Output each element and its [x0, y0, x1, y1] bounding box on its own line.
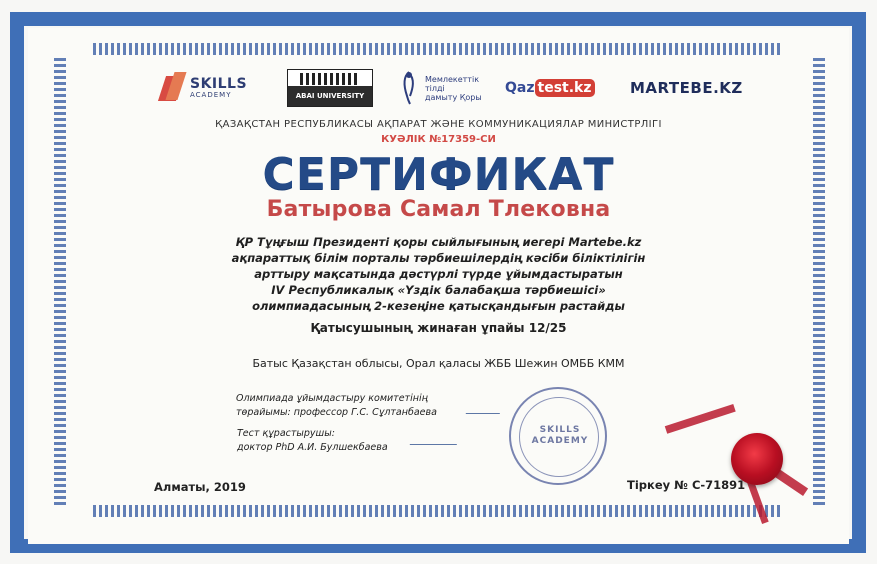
test-author-name: доктор PhD А.И. Булшекбаева: [237, 442, 388, 453]
description-line-4: IV Республикалық «Үздік балабақша тәрбиешісі»: [271, 283, 606, 297]
skills-logo-main: SKILLS: [190, 76, 248, 92]
qaztest-prefix: Qaz: [505, 80, 535, 96]
test-author-signature: [410, 432, 462, 445]
skills-academy-logo: [158, 67, 247, 109]
description-line-2: ақпараттық білім порталы тәрбиешілердің кәсіби біліктілігін: [231, 251, 646, 265]
memlekettik-line-3: дамыту Қоры: [425, 92, 482, 102]
memlekettik-line-2: тілді: [425, 83, 445, 93]
qaztest-suffix: test.kz: [535, 79, 595, 97]
stamp-line-1: SKILLS: [539, 425, 581, 435]
memlekettik-logo: [397, 67, 482, 109]
stamp-line-2: ACADEMY: [531, 436, 589, 446]
city-year: Алматы, 2019: [154, 480, 246, 494]
license-number: КУӘЛІК №17359-СИ: [381, 134, 496, 145]
committee-chair: төрайымы: профессор Г.С. Сұлтанбаева: [236, 407, 437, 418]
description-line-3: арттыру мақсатында дәстүрлі түрде ұйымдастыратын: [254, 267, 623, 281]
right-blue-border: [852, 12, 866, 553]
certificate-title: СЕРТИФИКАТ: [262, 149, 615, 200]
top-ornament: [93, 43, 783, 55]
skills-logo-text-group: [190, 77, 247, 99]
participant-score: Қатысушының жинаған ұпайы 12/25: [310, 321, 567, 335]
memlekettik-text: [425, 75, 482, 102]
test-author-signature-block: [237, 427, 388, 455]
top-blue-border: [10, 12, 866, 26]
committee-signature: [466, 401, 505, 414]
stamp-text: [529, 425, 591, 447]
certificate-description: [82, 234, 795, 314]
participant-location: Батыс Қазақстан облысы, Орал қаласы ЖББ Шежин ОМББ КММ: [252, 357, 625, 370]
martebe-logo: MARTEBE.KZ: [630, 79, 743, 97]
abai-logo-text: ABAI UNIVERSITY: [295, 92, 365, 100]
skills-logo-icon: [158, 71, 190, 106]
bottom-ornament: [93, 505, 783, 517]
skills-logo-sub: ACADEMY: [190, 91, 232, 99]
abai-university-logo: [287, 67, 373, 109]
committee-title: Олимпиада ұйымдастыру комитетінің: [236, 393, 428, 404]
memlekettik-line-1: Мемлекеттік: [425, 74, 480, 84]
description-line-1: ҚР Тұңғыш Президенті қоры сыйлығының иегері Martebe.kz: [235, 235, 642, 249]
right-ornament: [813, 55, 825, 505]
abai-building-icon: [287, 69, 373, 107]
figure-icon: [397, 70, 421, 106]
ministry-heading: ҚАЗАҚСТАН РЕСПУБЛИКАСЫ АҚПАРАТ ЖӘНЕ КОММУНИКАЦИЯЛАР МИНИСТРЛІГІ: [215, 119, 662, 130]
left-blue-border: [10, 12, 24, 553]
test-author-title: Тест құрастырушы:: [237, 428, 335, 439]
description-line-5: олимпиадасының 2-кезеңіне қатысқандығын растайды: [252, 299, 625, 313]
qaztest-logo: [505, 67, 595, 109]
committee-signature-block: [236, 392, 437, 420]
skills-academy-stamp: [509, 387, 607, 485]
registration-number: Тіркеу № С-71891: [627, 478, 746, 492]
left-ornament: [54, 55, 66, 505]
recipient-name: Батырова Самал Тлековна: [266, 197, 611, 222]
